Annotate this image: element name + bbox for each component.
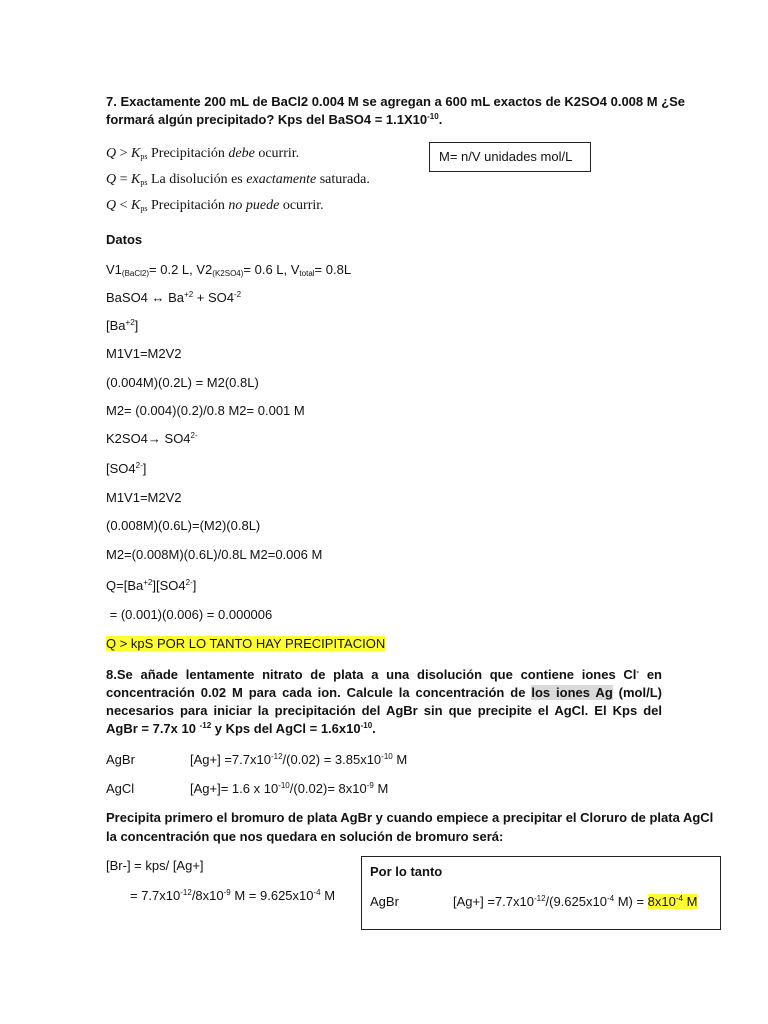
question-7-line-1: 7. Exactamente 200 mL de BaCl2 0.004 M se agregan a 600 mL exactos de K2SO4 0.008 M ¿Se: [106, 94, 686, 109]
final-result-box: [361, 856, 721, 930]
rule-precipitation-occurs: $Q > K_{ps}$ Precipitación debe ocurrir.: [106, 146, 300, 161]
final-box-calc: $[Ag+] =7.7x10^{-12}/(9.625x10^{-4}$ $M) = 8x10^{-4}$ M: [453, 894, 698, 909]
agbr-calc: $[Ag+] =7.7x10^{-12}/(0.02) = 3.85x10^{-10}$ M: [190, 752, 408, 767]
q-value: = (0.001)(0.006) = 0.000006: [106, 607, 273, 622]
agbr-label: AgBr: [106, 752, 135, 767]
molarity-formula: M= n/V unidades mol/L: [439, 149, 573, 164]
molarity-box: [429, 142, 591, 172]
calc-line-2: M2= (0.004)(0.2)/0.8 M2= 0.001 M: [106, 403, 305, 418]
dilution-formula-2: M1V1=M2V2: [106, 490, 182, 505]
final-box-title: Por lo tanto: [370, 864, 443, 879]
datos-heading: Datos: [106, 232, 143, 247]
conclusion-highlight: [106, 636, 385, 652]
precipitation-line-2: la concentración que nos quedara en solución de bromuro será:: [106, 829, 504, 844]
final-box-label: AgBr: [370, 894, 399, 909]
so4-concentration-label: $[SO4^{2-}]$: [106, 461, 147, 476]
ag-ions-highlight: los iones Ag: [531, 685, 613, 700]
agcl-label: AgCl: [106, 781, 135, 796]
calc-line-3: (0.008M)(0.6L)=(M2)(0.8L): [106, 518, 261, 533]
k2so4-equation: $K2SO4\to SO4^{2-}$: [106, 431, 198, 446]
rule-saturated: $Q = K_{ps}$ La disolución es exactamente saturada.: [106, 172, 370, 187]
calc-line-1: (0.004M)(0.2L) = M2(0.8L): [106, 375, 259, 390]
bromide-formula: [Br-] = kps/ [Ag+]: [106, 858, 204, 873]
volumes-line: $V1_{(BaCl2)}= 0.2$ L, $V2_{(K2SO4)}= 0.6$ L, $V_{total}= 0.8L$: [106, 262, 352, 278]
baso4-equation: BaSO4 ↔ $Ba^{+2} + SO4^{-2}$: [106, 290, 242, 305]
dilution-formula-1: M1V1=M2V2: [106, 346, 182, 361]
precipitation-line-1: Precipita primero el bromuro de plata AgBr y cuando empiece a precipitar el Cloruro de plata AgCl: [106, 810, 714, 825]
question-7-line-2: formará algún precipitado? Kps del BaSO4 = $1.1X10^{-10}$.: [106, 112, 443, 127]
conclusion-text: Q > kpS POR LO TANTO HAY PRECIPITACION: [106, 636, 386, 651]
ba-concentration-label: $[Ba^{+2}]$: [106, 318, 139, 333]
final-answer-highlight: $8x10^{-4}$ M: [647, 894, 698, 909]
agcl-calc: [Ag+]= 1.6 x $10^{-10}/(0.02)= 8x10^{-9}$ M: [190, 781, 389, 796]
bromide-calc: = $7.7x10^{-12}/8x10^{-9}$ $M = 9.625x10^{-4}$ M: [130, 888, 336, 903]
q-expression: $Q=[Ba^{+2}][SO4^{2-}]$: [106, 578, 197, 593]
question-8-paragraph: 8.Se añade lentamente nitrato de plata a una disolución que contiene iones Cl- en concentración 0.02 M para cada ion. Calcule la concentración de los iones Ag (mol/L) necesarios para iniciar la precipitación del AgBr sin que precipite el AgCl. El Kps del AgBr = 7.7x 10 $^{-12}$ y Kps del AgCl = $1.6x10^{-10}$.: [106, 667, 662, 736]
rule-no-precipitation: $Q < K_{ps}$ Precipitación no puede ocurrir.: [106, 198, 324, 213]
calc-line-4: M2=(0.008M)(0.6L)/0.8L M2=0.006 M: [106, 547, 323, 562]
